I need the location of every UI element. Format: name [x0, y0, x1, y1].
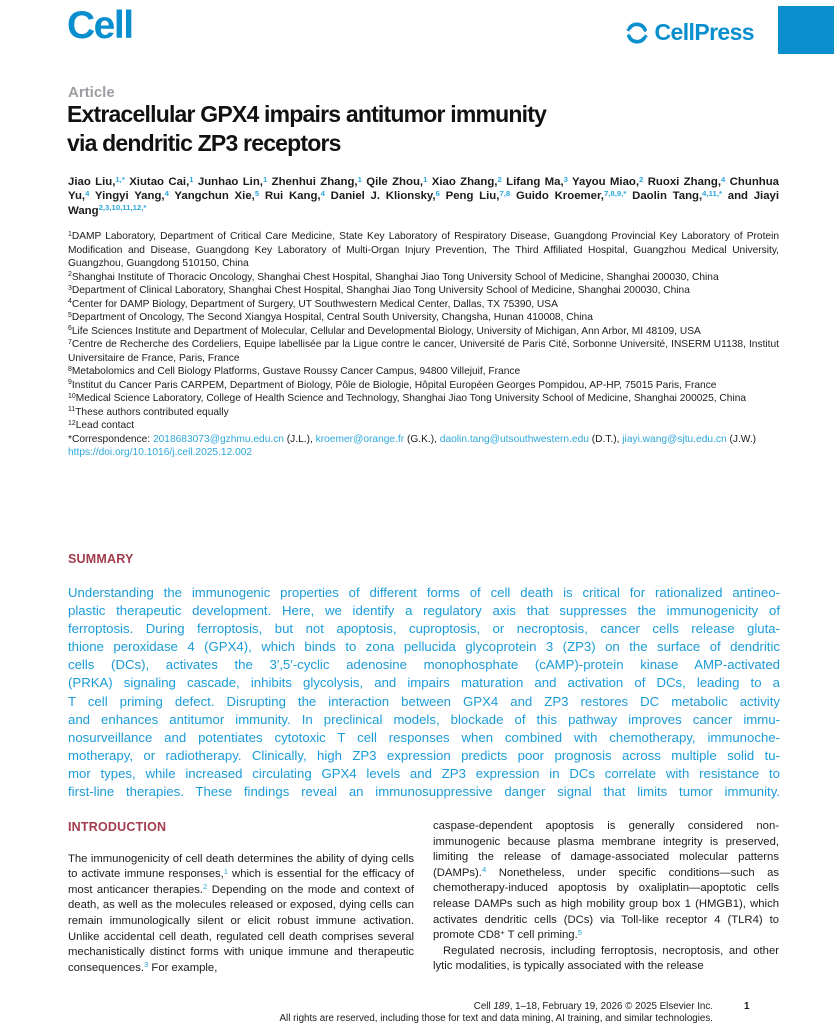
cellpress-logo-text: CellPress	[654, 19, 754, 45]
affiliation-text: DAMP Laboratory, Department of Critical Care Medicine, State Key Laboratory of Respiratory Disease, Guangdong Provincial Key Laboratory of Protein Modification and Disease, Guangdong Key Laboratory of Multi-Organ Injury Prevention, The Third Affiliated Hospital, Guangzhou Medical University, Guangzhou, Guangdong 510150, China	[68, 231, 779, 269]
affiliation-number: 4	[68, 298, 72, 306]
affiliation-number: 8	[68, 365, 72, 373]
summary-line: cells (DCs), activates the 3′,5′-cyclic adenosine monophosphate (cAMP)-protein kinase AMP-activated	[68, 657, 780, 673]
affiliation-list	[68, 230, 779, 433]
affiliation	[68, 406, 779, 420]
summary-line: nosurveillance and potentiates cytotoxic T cell responses when combined with chemotherapy, immunoche-	[68, 729, 780, 745]
footer-journal-name: Cell	[473, 1001, 494, 1012]
affiliation	[68, 230, 779, 271]
correspondence-email-link[interactable]: jiayi.wang@sjtu.edu.cn	[622, 433, 727, 445]
affiliation-text: Institut du Cancer Paris CARPEM, Department of Biology, Pôle de Biologie, Hôpital Européen Georges Pompidou, AP-HP, 75015 Paris, France	[71, 379, 717, 391]
rights-line: All rights are reserved, including those for text and data mining, AI training, and similar technologies.	[279, 1013, 713, 1025]
summary-line: T cell priming defect. Disrupting the interaction between GPX4 and ZP3 restores DC metabolic activity	[68, 693, 780, 709]
author	[516, 190, 626, 202]
citation-line	[68, 1001, 713, 1013]
affiliation-number: 11	[68, 406, 76, 414]
author	[95, 190, 169, 202]
footer-volume: 189	[493, 1001, 510, 1012]
author	[68, 176, 125, 188]
affiliation	[68, 325, 779, 339]
summary-line: first-line therapies. These findings reveal an immunosuppressive danger signal that limits tumor immunity.	[68, 784, 780, 800]
doi-link[interactable]: https://doi.org/10.1016/j.cell.2025.12.002	[68, 447, 253, 458]
affiliation	[68, 284, 779, 298]
author-name: Junhao Lin,	[197, 176, 263, 188]
page-number: 1	[744, 1001, 750, 1012]
author-name: Yangchun Xie,	[174, 190, 255, 203]
author	[272, 176, 362, 188]
author-affiliation-superscript: 2	[639, 174, 644, 184]
author-affiliation-superscript: 4	[164, 188, 169, 198]
affiliation	[68, 419, 779, 433]
author-affiliation-superscript: 2	[497, 174, 502, 184]
affiliation-text: Medical Science Laboratory, College of Health Science and Technology, Shanghai Jiao Tong University School of Medicine, Shanghai 200025, China	[75, 393, 747, 404]
author-affiliation-superscript: 5	[254, 188, 260, 198]
summary-line: thione peroxidase 4 (GPX4), which binds to zona pellucida glycoprotein 3 (ZP3) on the surface of dendritic	[68, 639, 780, 655]
author-affiliation-superscript: 1	[357, 174, 362, 184]
author	[432, 176, 502, 188]
author-affiliation-superscript: 3	[563, 174, 568, 184]
affiliation	[68, 298, 779, 312]
summary-line: plastic therapeutic development. Here, we identify a regulatory axis that suppresses the immunogenicity of	[68, 603, 780, 619]
citation-reference[interactable]: 4	[481, 865, 487, 875]
citation-reference[interactable]: 1	[223, 866, 229, 876]
author-affiliation-superscript: 6	[435, 188, 440, 198]
author	[648, 176, 726, 188]
author	[129, 176, 193, 188]
author	[572, 176, 643, 188]
body-columns	[68, 819, 779, 976]
author-name: Rui Kang,	[264, 190, 321, 203]
author-name: Peng Liu,	[445, 190, 500, 203]
summary-line: mor types, while increased circulating GPX4 levels and ZP3 expression in DCs correlate with resistance to	[68, 765, 780, 781]
affiliation-number: 9	[68, 379, 72, 387]
author-name: Jiao Liu,	[68, 176, 116, 188]
footer-citation-rest: , 1–18, February 19, 2026 © 2025 Elsevier Inc.	[509, 1001, 713, 1012]
affiliation-text: Department of Oncology, The Second Xiangya Hospital, Central South University, Changsha, Hunan 410008, China	[71, 312, 593, 323]
affiliation-text: Metabolomics and Cell Biology Platforms, Gustave Roussy Cancer Campus, 94800 Villejuif, France	[71, 366, 521, 377]
affiliation-text: Life Sciences Institute and Department of Molecular, Cellular and Developmental Biology, University of Michigan, Ann Arbor, MI 48109, USA	[71, 325, 701, 337]
author-affiliation-superscript: 7,8	[499, 188, 511, 198]
citation-reference[interactable]: 2	[203, 882, 208, 892]
author	[265, 190, 325, 202]
summary-line: motherapy, or radiotherapy. Clinically, high ZP3 expression predicts poor prognosis across multiple solid tu-	[68, 747, 780, 763]
right-column	[433, 819, 779, 976]
article-title	[67, 100, 778, 158]
author-name: and Jiayi Wang	[68, 190, 780, 217]
summary-line: (PRKA) signaling cascade, inhibits glycolysis, and impairs maturation and activation of DCs, leading to a	[68, 675, 780, 691]
affiliation-number: 10	[68, 392, 76, 400]
introduction-paragraph-right-1: caspase-dependent apoptosis is generally considered non-immunogenic because plasma membrane integrity is preserved, limiting the release of damage-associated molecular patterns (DAMPs).$^4$ Nonetheless, under specific conditions—such as chemotherapy-induced apoptosis by oxaliplatin—apoptotic cells release DAMPs such as high mobility group box 1 (HMGB1), which activates dendritic cells (DCs) via Toll-like receptor 4 (TLR4) to promote CD8+ T cell priming.$^5$	[433, 820, 779, 942]
author-affiliation-superscript: 4,11,*	[702, 188, 722, 198]
affiliations-block	[68, 230, 779, 460]
author-name: Guido Kroemer,	[515, 190, 604, 203]
author	[446, 190, 511, 202]
affiliation-number: 7	[68, 338, 72, 346]
correspondence-email-link[interactable]: kroemer@orange.fr	[315, 433, 405, 445]
cellpress-logo	[624, 19, 754, 46]
summary-text	[68, 584, 780, 801]
correspondence-email-link[interactable]: daolin.tang@utsouthwestern.edu	[439, 433, 589, 445]
author	[198, 176, 267, 188]
introduction-paragraph-right-2: Regulated necrosis, including ferroptosis, necroptosis, and other lytic modalities, is typically associated with the release	[433, 944, 779, 973]
author-name: Chunhua Yu,	[68, 176, 780, 203]
author-affiliation-superscript: 1	[262, 174, 268, 184]
author-affiliation-superscript: 2,3,10,11,12,*	[98, 203, 147, 213]
affiliation	[68, 365, 779, 379]
citation-reference[interactable]: 5	[577, 927, 582, 937]
affiliation-number: 2	[68, 271, 72, 279]
author-name: Daolin Tang,	[632, 190, 703, 203]
affiliation-number: 6	[68, 325, 72, 333]
summary-heading: SUMMARY	[68, 552, 134, 566]
author-name: Zhenhui Zhang,	[271, 176, 358, 188]
affiliation-text: Lead contact	[75, 420, 135, 431]
affiliation	[68, 271, 779, 285]
author-name: Xiao Zhang,	[431, 176, 498, 188]
author-list	[68, 175, 779, 218]
author	[506, 176, 568, 188]
author-name: Daniel J. Klionsky,	[330, 190, 436, 203]
superscript: +	[500, 927, 505, 937]
summary-line: and enhances antitumor immunity. In preclinical models, blockade of this pathway improves cancer immu-	[68, 711, 780, 727]
affiliation-number: 12	[68, 419, 76, 427]
introduction-paragraph-left: The immunogenicity of cell death determines the ability of dying cells to activate immune responses,$^1$ which is essential for the efficacy of most anticancer therapies.$^2$ Depending on the mode and context of death, as well as the molecules released or exposed, dying cells can remain immunologically silent or elicit robust immune activation. Unlike accidental cell death, regulated cell death comprises several mechanistically distinct forms with unique immune and therapeutic consequences.$^3$ For example,	[68, 852, 414, 974]
affiliation-number: 5	[68, 311, 72, 319]
affiliation-number: 1	[68, 230, 72, 238]
author-affiliation-superscript: 1	[423, 174, 428, 184]
citation-reference[interactable]: 3	[144, 960, 149, 970]
affiliation-text: These authors contributed equally	[75, 406, 229, 418]
author	[331, 190, 440, 202]
corner-color-tab	[778, 6, 834, 54]
summary-line: ferroptosis. During ferroptosis, but not apoptosis, cuproptosis, or necroptosis, cancer cells release gluta-	[68, 621, 780, 637]
author-affiliation-superscript: 1,*	[115, 174, 125, 184]
left-column	[68, 819, 414, 976]
affiliation	[68, 392, 779, 406]
author-name: Qile Zhou,	[366, 176, 424, 188]
cell-journal-logo: Cell	[67, 4, 133, 47]
author-affiliation-superscript: 4	[320, 188, 325, 198]
correspondence-email-link[interactable]: 2018683073@gzhmu.edu.cn	[152, 433, 284, 445]
correspondence-line: *Correspondence: 2018683073@gzhmu.edu.cn (J.L.), kroemer@orange.fr (G.K.), daolin.tang@utsouthwestern.edu (D.T.), jiayi.wang@sjtu.edu.cn (J.W.)	[68, 433, 757, 445]
affiliation	[68, 379, 779, 393]
summary-line: Understanding the immunogenic properties of different forms of cell death is critical for rationalized antineo-	[68, 585, 780, 600]
author-affiliation-superscript: 1	[189, 174, 194, 184]
author-name: Yayou Miao,	[572, 176, 640, 188]
author-name: Ruoxi Zhang,	[647, 176, 722, 188]
author-name: Xiutao Cai,	[129, 176, 190, 188]
author-affiliation-superscript: 4	[721, 174, 726, 184]
affiliation	[68, 338, 779, 365]
author-affiliation-superscript: 4	[85, 188, 90, 198]
article-title-line1: Extracellular GPX4 impairs antitumor immunity	[67, 101, 547, 127]
affiliation-text: Department of Clinical Laboratory, Shanghai Chest Hospital, Shanghai Jiao Tong University School of Medicine, Shanghai 200030, China	[71, 285, 690, 296]
affiliation	[68, 311, 779, 325]
author	[174, 190, 259, 202]
affiliation-number: 3	[68, 284, 72, 292]
affiliation-text: Center for DAMP Biology, Department of Surgery, UT Southwestern Medical Center, Dallas, TX 75390, USA	[71, 298, 558, 310]
page-footer	[68, 1001, 713, 1026]
introduction-heading: INTRODUCTION	[68, 820, 167, 834]
affiliation-text: Centre de Recherche des Cordeliers, Equipe labellisée par la Ligue contre le cancer, Université de Paris Cité, Sorbonne Université, INSERM U1138, Institut Universitaire de France, Paris, France	[68, 339, 779, 364]
author-affiliation-superscript: 7,8,9,*	[603, 188, 627, 198]
author-name: Lifang Ma,	[506, 176, 564, 188]
author-name: Yingyi Yang,	[94, 190, 165, 203]
cellpress-arrows-icon	[624, 20, 650, 46]
affiliation-text: Shanghai Institute of Thoracic Oncology, Shanghai Chest Hospital, Shanghai Jiao Tong University School of Medicine, Shanghai 200030, China	[71, 271, 719, 283]
author	[632, 190, 722, 202]
article-type-label: Article	[68, 84, 115, 101]
article-title-line2: via dendritic ZP3 receptors	[67, 130, 341, 156]
author	[366, 176, 427, 188]
